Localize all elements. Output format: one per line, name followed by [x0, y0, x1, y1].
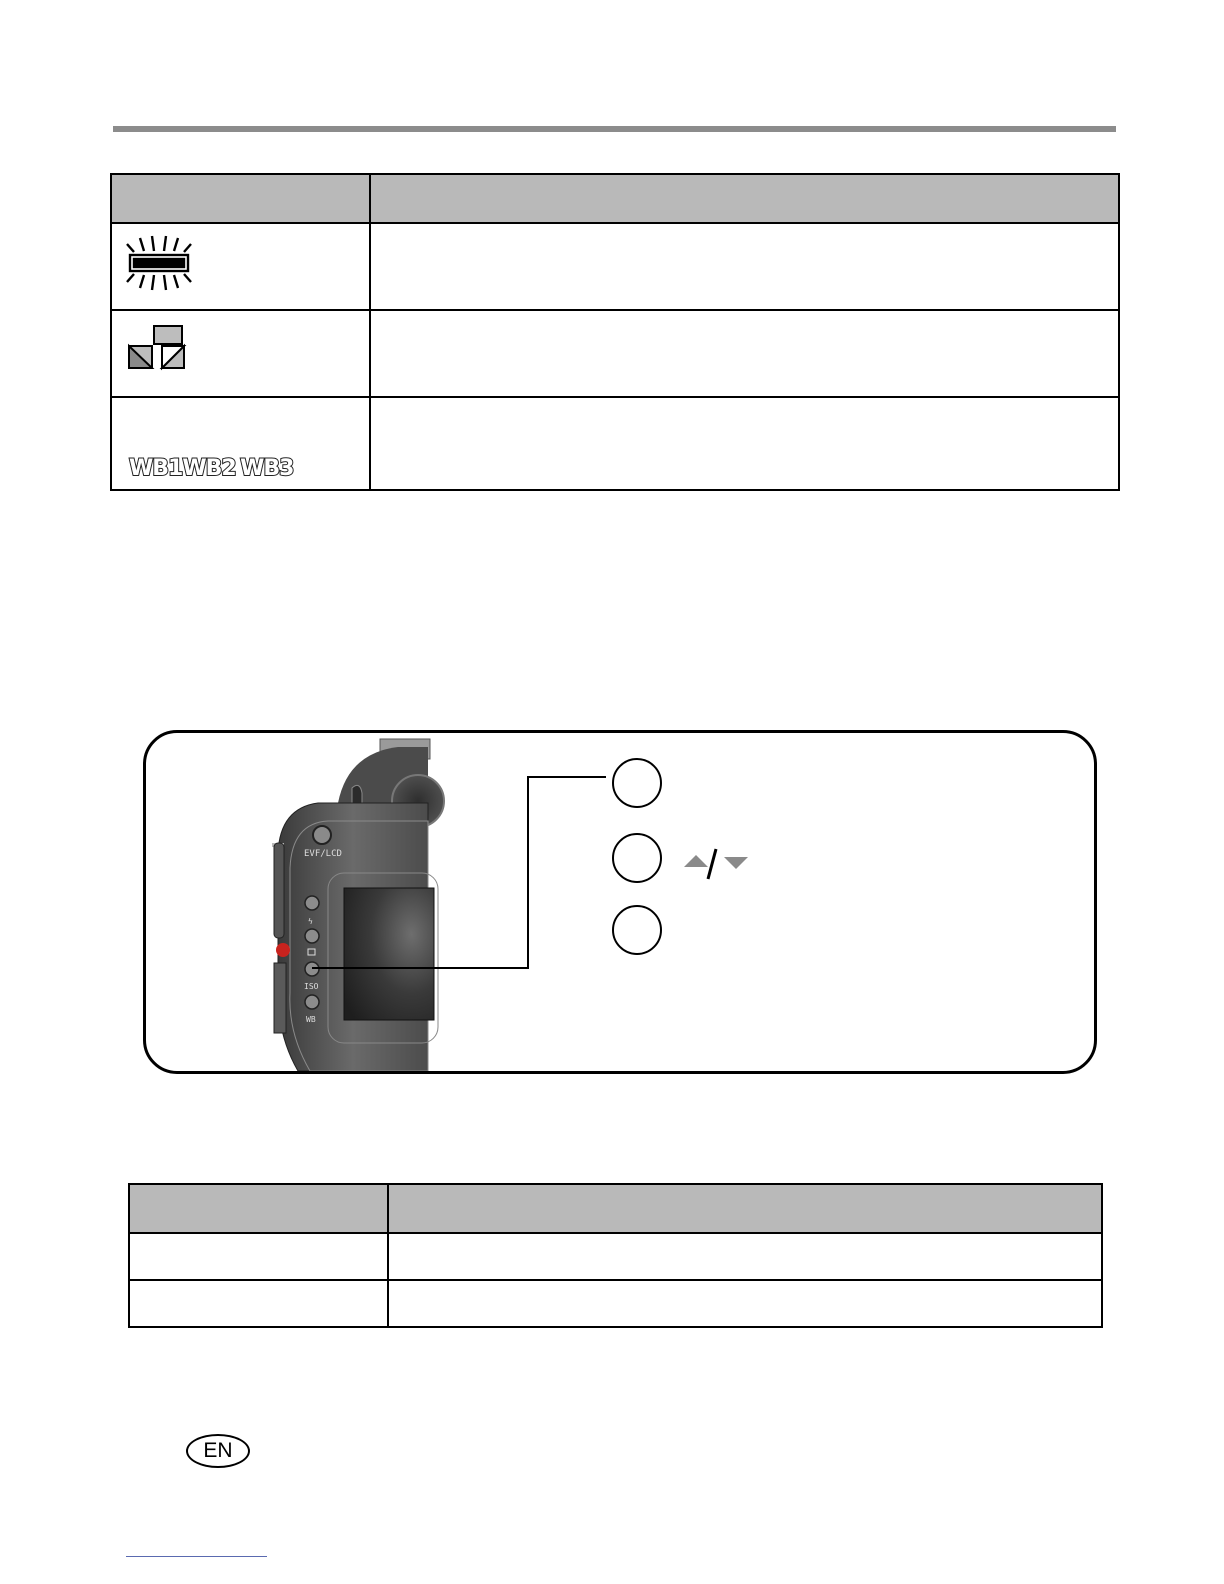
icon-cell: [111, 310, 370, 397]
wb1-label: WB1: [129, 456, 183, 481]
table-row: [129, 1233, 1102, 1280]
wb-label: WB: [306, 1015, 316, 1024]
evf-lcd-label: EVF/LCD: [304, 849, 342, 859]
up-down-arrows-icon: [680, 843, 750, 883]
footer-link-underline[interactable]: [126, 1556, 267, 1557]
table-header-cell: [111, 174, 370, 223]
camera-diagram: [143, 730, 1097, 1074]
step-3-circle: [612, 905, 662, 955]
custom-white-balance-icon: [112, 456, 369, 489]
fluorescent-icon: [112, 224, 371, 304]
header-rule: [113, 126, 1116, 132]
table-header-cell: [370, 174, 1119, 223]
table-header-cell: [388, 1184, 1102, 1233]
table-header-row: [129, 1184, 1102, 1233]
table-row: [111, 223, 1119, 310]
step-1-circle: [612, 758, 662, 808]
icon-cell: [111, 397, 370, 490]
svg-text:ϟ: ϟ: [308, 917, 313, 926]
description-cell: [388, 1280, 1102, 1327]
wb2-label: WB2: [182, 456, 236, 481]
table-row: [129, 1280, 1102, 1327]
white-balance-table: [110, 173, 1120, 491]
table-header-cell: [129, 1184, 388, 1233]
option-cell: [129, 1280, 388, 1327]
table-row: [111, 310, 1119, 397]
description-cell: [370, 310, 1119, 397]
open-shade-icon: [112, 311, 371, 391]
description-cell: [370, 397, 1119, 490]
wb3-label: WB3: [240, 456, 294, 481]
option-cell: [129, 1233, 388, 1280]
icon-cell: [111, 223, 370, 310]
table-header-row: [111, 174, 1119, 223]
description-cell: [388, 1233, 1102, 1280]
table-row: [111, 397, 1119, 490]
iso-label: ISO: [304, 982, 319, 991]
language-badge: EN: [186, 1434, 250, 1468]
options-table: [128, 1183, 1103, 1328]
description-cell: [370, 223, 1119, 310]
step-2-circle: [612, 833, 662, 883]
